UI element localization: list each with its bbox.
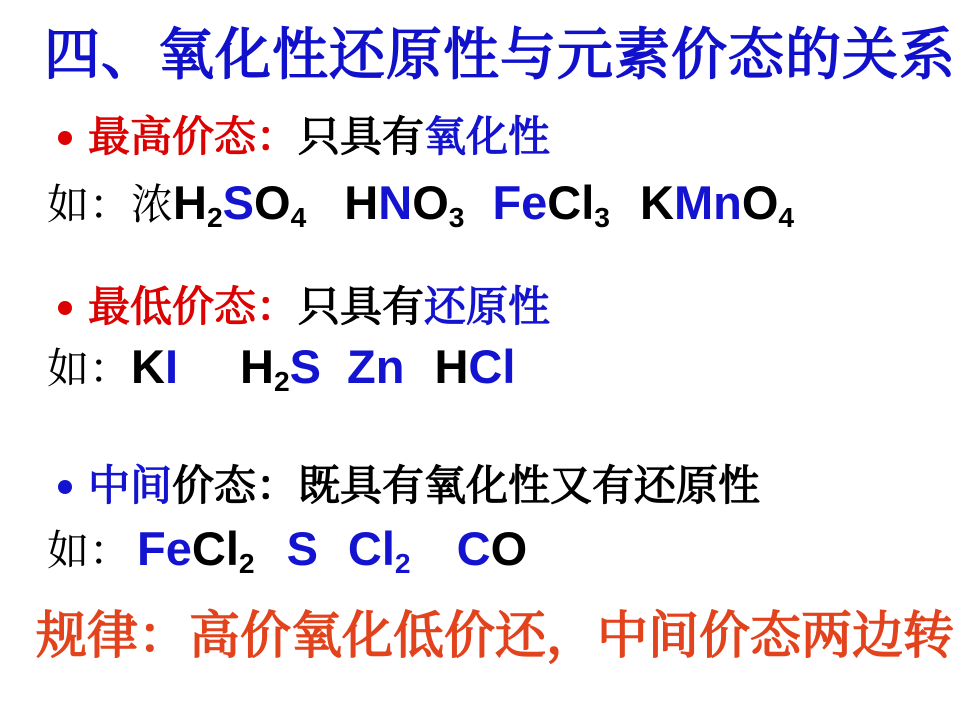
bullet-marker (58, 480, 72, 494)
rule-banner: 规律：高价氧化低价还，中间价态两边转 (36, 609, 955, 665)
text-segment: 2 (238, 546, 255, 579)
text-segment: 中间 (88, 464, 173, 510)
text-segment: Fe (137, 522, 192, 575)
text-segment: O (490, 522, 528, 575)
text-segment: H (344, 176, 379, 229)
bullet-marker (58, 301, 72, 315)
text-segment: Zn (347, 340, 405, 393)
text-segment: 2 (273, 364, 290, 397)
text-segment: O (741, 176, 779, 229)
example-prefix: 如： (47, 529, 132, 575)
text-segment: H (173, 176, 207, 229)
example-prefix: 如： (47, 183, 132, 229)
text-segment: 还原性 (424, 285, 551, 331)
text-segment: I (164, 340, 179, 393)
text-segment: H (240, 340, 274, 393)
text-segment: Cl (547, 176, 595, 229)
formula-text (131, 176, 795, 233)
text-segment: K (639, 176, 674, 229)
text-segment: Fe (492, 176, 548, 229)
text-segment: 最低价态： (88, 285, 299, 331)
text-segment: S (289, 340, 322, 393)
example-line-lowest-valence (47, 336, 515, 400)
text-segment: 只具有 (298, 115, 425, 161)
section-heading-text (88, 115, 550, 161)
section-heading-text (88, 464, 760, 510)
text-segment: 最高价态： (88, 115, 299, 161)
text-segment: O (254, 176, 291, 229)
section-heading-intermediate-valence (55, 461, 760, 514)
section-heading-text (88, 285, 550, 331)
text-segment: C (456, 522, 491, 575)
text-segment: Mn (673, 176, 742, 229)
text-segment: 只具有 (298, 285, 425, 331)
example-line-intermediate-valence (47, 518, 527, 582)
text-segment: 3 (448, 200, 465, 233)
section-heading-highest-valence (55, 112, 550, 165)
text-segment: 3 (594, 200, 610, 233)
text-segment: Cl (468, 340, 516, 393)
text-segment: 2 (206, 200, 223, 233)
text-segment: H (434, 340, 469, 393)
example-line-highest-valence (47, 172, 794, 236)
text-segment: 氧化性 (424, 115, 551, 161)
text-segment: 浓 (131, 183, 174, 229)
text-segment: Cl (347, 522, 395, 575)
text-segment: S (286, 522, 318, 575)
text-segment: O (412, 176, 449, 229)
text-segment: S (222, 176, 255, 229)
text-segment: 4 (290, 200, 307, 233)
text-segment: K (131, 340, 165, 393)
page-title: 四、氧化性还原性与元素价态的关系 (44, 23, 956, 86)
formula-text (131, 522, 528, 579)
text-segment: 4 (778, 200, 795, 233)
text-segment: 价态：既具有氧化性又有还原性 (172, 464, 761, 510)
text-segment: Cl (191, 522, 239, 575)
example-prefix: 如： (47, 347, 132, 393)
text-segment: N (378, 176, 413, 229)
section-heading-lowest-valence (55, 282, 550, 335)
formula-text (131, 340, 516, 397)
text-segment: 2 (394, 546, 411, 579)
bullet-marker (58, 131, 72, 145)
